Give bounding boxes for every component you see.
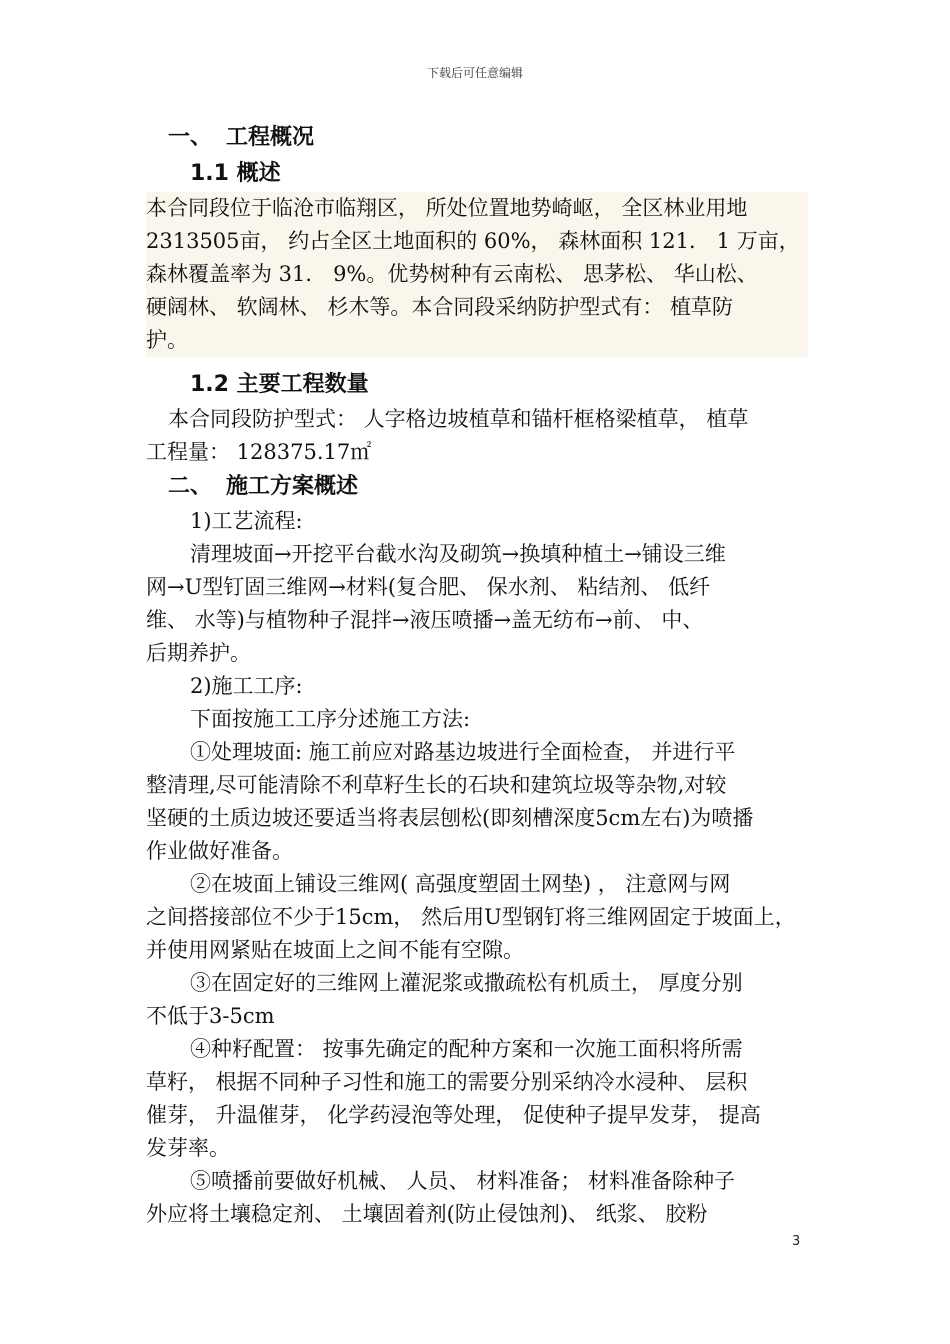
step-line: 外应将土壤稳定剂、 土壤固着剂(防止侵蚀剂)、 纸浆、 胶粉 <box>146 1202 708 1226</box>
paragraph-line: 本合同段防护型式： 人字格边坡植草和锚杆框格梁植草， 植草 <box>168 407 749 431</box>
section-number: 一、 <box>168 125 213 150</box>
paragraph-line: 硬阔林、 软阔林、 杉木等。本合同段采纳防护型式有： 植草防 <box>146 291 808 324</box>
step-line: ②在坡面上铺设三维网( 高强度塑固土网垫) ， 注意网与网 <box>190 872 731 896</box>
paragraph-line: 2313505亩， 约占全区土地面积的 60%， 森林面积 121． 1 万亩， <box>146 225 808 258</box>
step-line: 并使用网紧贴在坡面上之间不能有空隙。 <box>146 938 524 962</box>
step-line: 整清理,尽可能清除不利草籽生长的石块和建筑垃圾等杂物,对较 <box>146 773 727 797</box>
step-line: ①处理坡面: 施工前应对路基边坡进行全面检查， 并进行平 <box>190 740 736 764</box>
section-title: 工程概况 <box>226 125 315 150</box>
step-line: ④种籽配置： 按事先确定的配种方案和一次施工面积将所需 <box>190 1037 743 1061</box>
paragraph-line: 森林覆盖率为 31． 9%。优势树种有云南松、 思茅松、 华山松、 <box>146 258 808 291</box>
section-heading-2 <box>146 469 808 505</box>
paragraph-line: 维、 水等)与植物种子混拌→液压喷播→盖无纺布→前、 中、 <box>146 608 704 632</box>
step-line: 坚硬的土质边坡还要适当将表层刨松(即刻槽深度5cm左右)为喷播 <box>146 806 754 830</box>
paragraph-line: 下面按施工工序分述施工方法: <box>190 707 471 731</box>
page-header: 下载后可任意编辑 <box>426 66 523 80</box>
paragraph-line: 网→U型钉固三维网→材料(复合肥、 保水剂、 粘结剂、 低纤 <box>146 575 711 599</box>
paragraph-line: 清理坡面→开挖平台截水沟及砌筑→换填种植土→铺设三维 <box>190 542 726 566</box>
subsection-heading-1-1: 1.1 概述 <box>190 161 281 186</box>
paragraph-line: 本合同段位于临沧市临翔区， 所处位置地势崎岖， 全区林业用地 <box>146 192 808 225</box>
subsection-heading-1-2: 1.2 主要工程数量 <box>190 372 369 397</box>
step-line: 催芽， 升温催芽， 化学药浸泡等处理， 促使种子提早发芽， 提高 <box>146 1103 761 1127</box>
document-body <box>146 120 808 1231</box>
step-line: ③在固定好的三维网上灌泥浆或撒疏松有机质土， 厚度分别 <box>190 971 743 995</box>
step-line: 之间搭接部位不少于15cm， 然后用U型钢钉将三维网固定于坡面上， <box>146 905 796 929</box>
step-line: 发芽率。 <box>146 1136 230 1160</box>
step-line: 作业做好准备。 <box>146 839 293 863</box>
section-heading-1 <box>146 120 808 156</box>
process-label: 2)施工工序: <box>190 674 303 698</box>
paragraph-line: 工程量： 128375.17㎡ <box>146 440 372 464</box>
page-number: 3 <box>792 1234 801 1249</box>
paragraph-line: 后期养护。 <box>146 641 251 665</box>
process-label: 1)工艺流程: <box>190 509 303 533</box>
section-title: 施工方案概述 <box>226 474 359 499</box>
step-line: ⑤喷播前要做好机械、 人员、 材料准备； 材料准备除种子 <box>190 1169 736 1193</box>
step-line: 草籽， 根据不同种子习性和施工的需要分别采纳冷水浸种、 层积 <box>146 1070 748 1094</box>
paragraph-line: 护。 <box>146 324 808 357</box>
section-number: 二、 <box>168 474 213 499</box>
step-line: 不低于3-5cm <box>146 1004 275 1028</box>
